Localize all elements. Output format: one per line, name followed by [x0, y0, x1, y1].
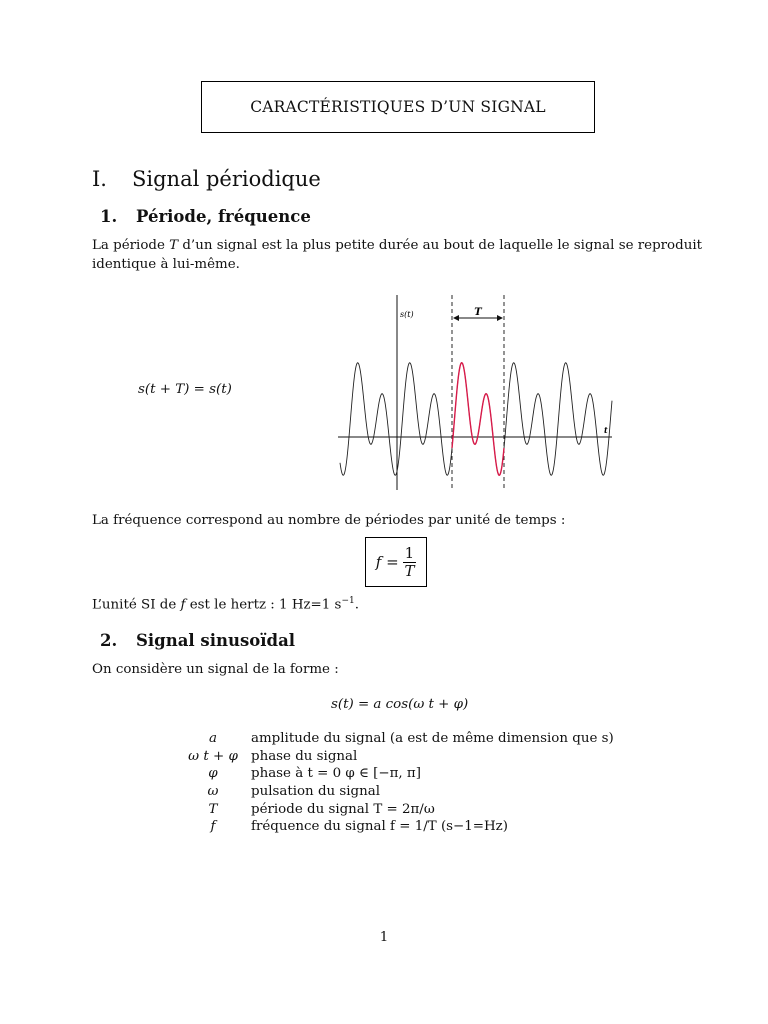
- definition-row: [175, 783, 614, 801]
- definition-row: [175, 800, 614, 818]
- subsection-number-2: 2.: [100, 631, 118, 650]
- definition-symbol: ω t + φ: [188, 748, 238, 764]
- subsection-label-1: Période, fréquence: [136, 207, 311, 226]
- section-number: I.: [92, 167, 107, 191]
- paragraph-sinusoidal-intro: On considère un signal de la forme :: [92, 662, 339, 677]
- section-label: Signal périodique: [132, 167, 321, 191]
- definition-symbol: φ: [208, 766, 218, 782]
- definition-row: [175, 748, 614, 766]
- freq-lhs: f =: [375, 553, 399, 571]
- periodicity-equation: s(t + T) = s(t): [138, 382, 232, 397]
- si-text-b: est le hertz : 1 Hz=1 s: [185, 597, 342, 613]
- definitions-table: [175, 730, 614, 836]
- frequency-formula-box: [365, 537, 427, 587]
- si-exponent: −1: [341, 596, 355, 606]
- para1-text-b: d’un signal est la plus petite durée au bout de laquelle le signal se reproduit identique à lui-même.: [92, 238, 702, 272]
- sinusoidal-equation: s(t) = a cos(ω t + φ): [331, 697, 469, 712]
- periodic-signal-graph: [330, 290, 620, 495]
- definition-row: [175, 730, 614, 748]
- definition-text: période du signal T = 2π/ω: [251, 801, 435, 817]
- signal-curve: [340, 363, 612, 475]
- subsection-heading-1: [100, 207, 311, 226]
- definition-text: fréquence du signal f = 1/T (s−1=Hz): [251, 819, 508, 835]
- signal-period-highlight: [452, 363, 504, 475]
- section-heading: [92, 167, 321, 191]
- definition-text: pulsation du signal: [251, 784, 381, 800]
- subsection-heading-2: [100, 631, 295, 650]
- definition-text: phase du signal: [251, 748, 358, 764]
- definition-row: [175, 765, 614, 783]
- freq-fraction: [403, 545, 417, 580]
- definition-row: [175, 818, 614, 836]
- definition-symbol: ω: [207, 784, 219, 800]
- subsection-label-2: Signal sinusoïdal: [136, 631, 296, 650]
- definition-text: amplitude du signal (a est de même dimension que s): [251, 731, 614, 747]
- si-symbol-f: f: [180, 597, 186, 613]
- definition-text: phase à t = 0 φ ∈ [−π, π]: [251, 766, 421, 782]
- para1-symbol-T: T: [169, 238, 179, 253]
- si-text-a: L’unité SI de: [92, 597, 181, 613]
- definition-symbol: T: [208, 801, 218, 817]
- document-title: CARACTÉRISTIQUES D’UN SIGNAL: [250, 98, 546, 116]
- x-axis-label: t: [604, 425, 608, 435]
- paragraph-si-unit: [92, 592, 702, 614]
- definition-symbol: f: [210, 819, 216, 835]
- page-number: 1: [379, 930, 389, 945]
- para1-text-a: La période: [92, 238, 170, 253]
- document-title-box: [201, 81, 595, 133]
- period-label: T: [474, 307, 482, 318]
- freq-denominator: T: [404, 561, 415, 580]
- y-axis-label: s(t): [400, 310, 414, 319]
- paragraph-period-definition: [92, 236, 702, 274]
- freq-numerator: 1: [404, 543, 415, 562]
- paragraph-frequency: La fréquence correspond au nombre de périodes par unité de temps :: [92, 513, 566, 528]
- subsection-number-1: 1.: [100, 207, 118, 226]
- definition-symbol: a: [209, 731, 217, 747]
- si-text-c: .: [354, 597, 359, 613]
